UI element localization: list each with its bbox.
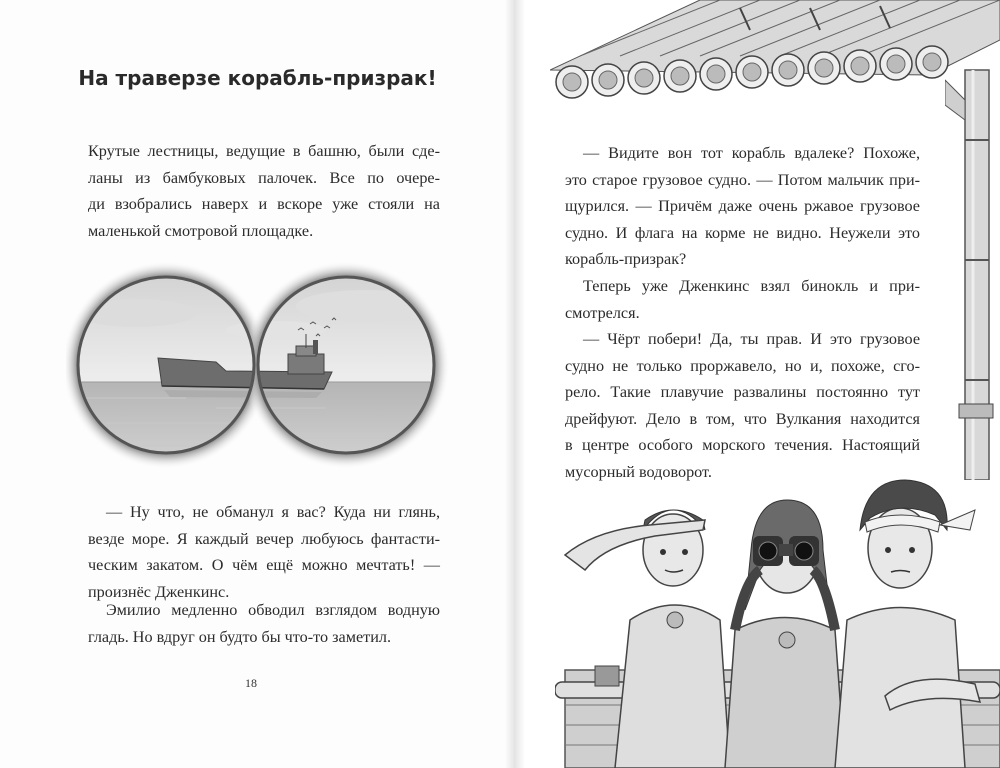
text-line: судно. И флага на корме не видно. Неужели это <box>565 223 920 242</box>
right-page <box>515 0 1000 768</box>
text-line: ческим закатом. О чём ещё можно мечтать! — <box>88 556 440 574</box>
text-line: произнёс Дженкинс. <box>88 582 230 601</box>
right-paragraph-1 <box>565 140 920 273</box>
text-line: Теперь уже Дженкинс взял бинокль и при- <box>583 277 920 295</box>
chapter-title: На траверзе корабль-призрак! <box>78 66 437 90</box>
text-line: судно не только проржавело, но и, похоже, сго- <box>565 356 920 375</box>
text-line: в центре особого морского течения. Настоящий <box>565 436 920 454</box>
text-line: маленькой смотровой площадке. <box>88 221 314 240</box>
left-paragraph-2 <box>88 499 440 605</box>
right-paragraph-3 <box>565 326 920 485</box>
binocular-view-illustration <box>66 258 462 472</box>
bamboo-post-illustration <box>945 60 1000 480</box>
left-paragraph-1 <box>88 138 440 244</box>
kids-lookout-illustration <box>555 470 1000 768</box>
text-line: мусорный водоворот. <box>565 462 712 481</box>
bamboo-roof-illustration <box>550 0 1000 150</box>
page-gutter-shadow <box>505 0 525 768</box>
page-number: 18 <box>245 676 257 690</box>
right-paragraph-2 <box>565 273 920 326</box>
text-line: смотрелся. <box>565 303 640 322</box>
text-line: это старое грузовое судно. — Потом мальчик при- <box>565 170 920 189</box>
kid-right-figure <box>835 480 980 768</box>
text-line: ланы из бамбуковых палочек. Все по очере- <box>88 168 440 187</box>
text-line: корабль-призрак? <box>565 250 687 268</box>
text-line: щурился. — Причём даже очень ржавое грузовое <box>565 197 920 215</box>
text-line: — Ну что, не обманул я вас? Куда ни глянь, <box>106 503 440 521</box>
text-line: — Чёрт побери! Да, ты прав. И это грузовое <box>583 330 920 348</box>
text-line: Эмилио медленно обводил взглядом водную <box>106 601 440 619</box>
text-line: гладь. Но вдруг он будто бы что-то заметил. <box>88 627 392 646</box>
text-line: дрейфуют. Дело в том, что Вулкания находится <box>565 409 920 428</box>
left-paragraph-3 <box>88 597 440 650</box>
text-line: Крутые лестницы, ведущие в башню, были сде- <box>88 142 440 160</box>
text-line: рело. Такие плавучие развалины постоянно тут <box>565 383 920 401</box>
kid-middle-figure <box>725 500 845 768</box>
text-line: везде море. Я каждый вечер любуюсь фантасти- <box>88 529 440 548</box>
text-line: — Видите вон тот корабль вдалеке? Похоже, <box>583 144 920 162</box>
text-line: ди взобрались наверх и вскоре уже стояли на <box>88 195 440 213</box>
